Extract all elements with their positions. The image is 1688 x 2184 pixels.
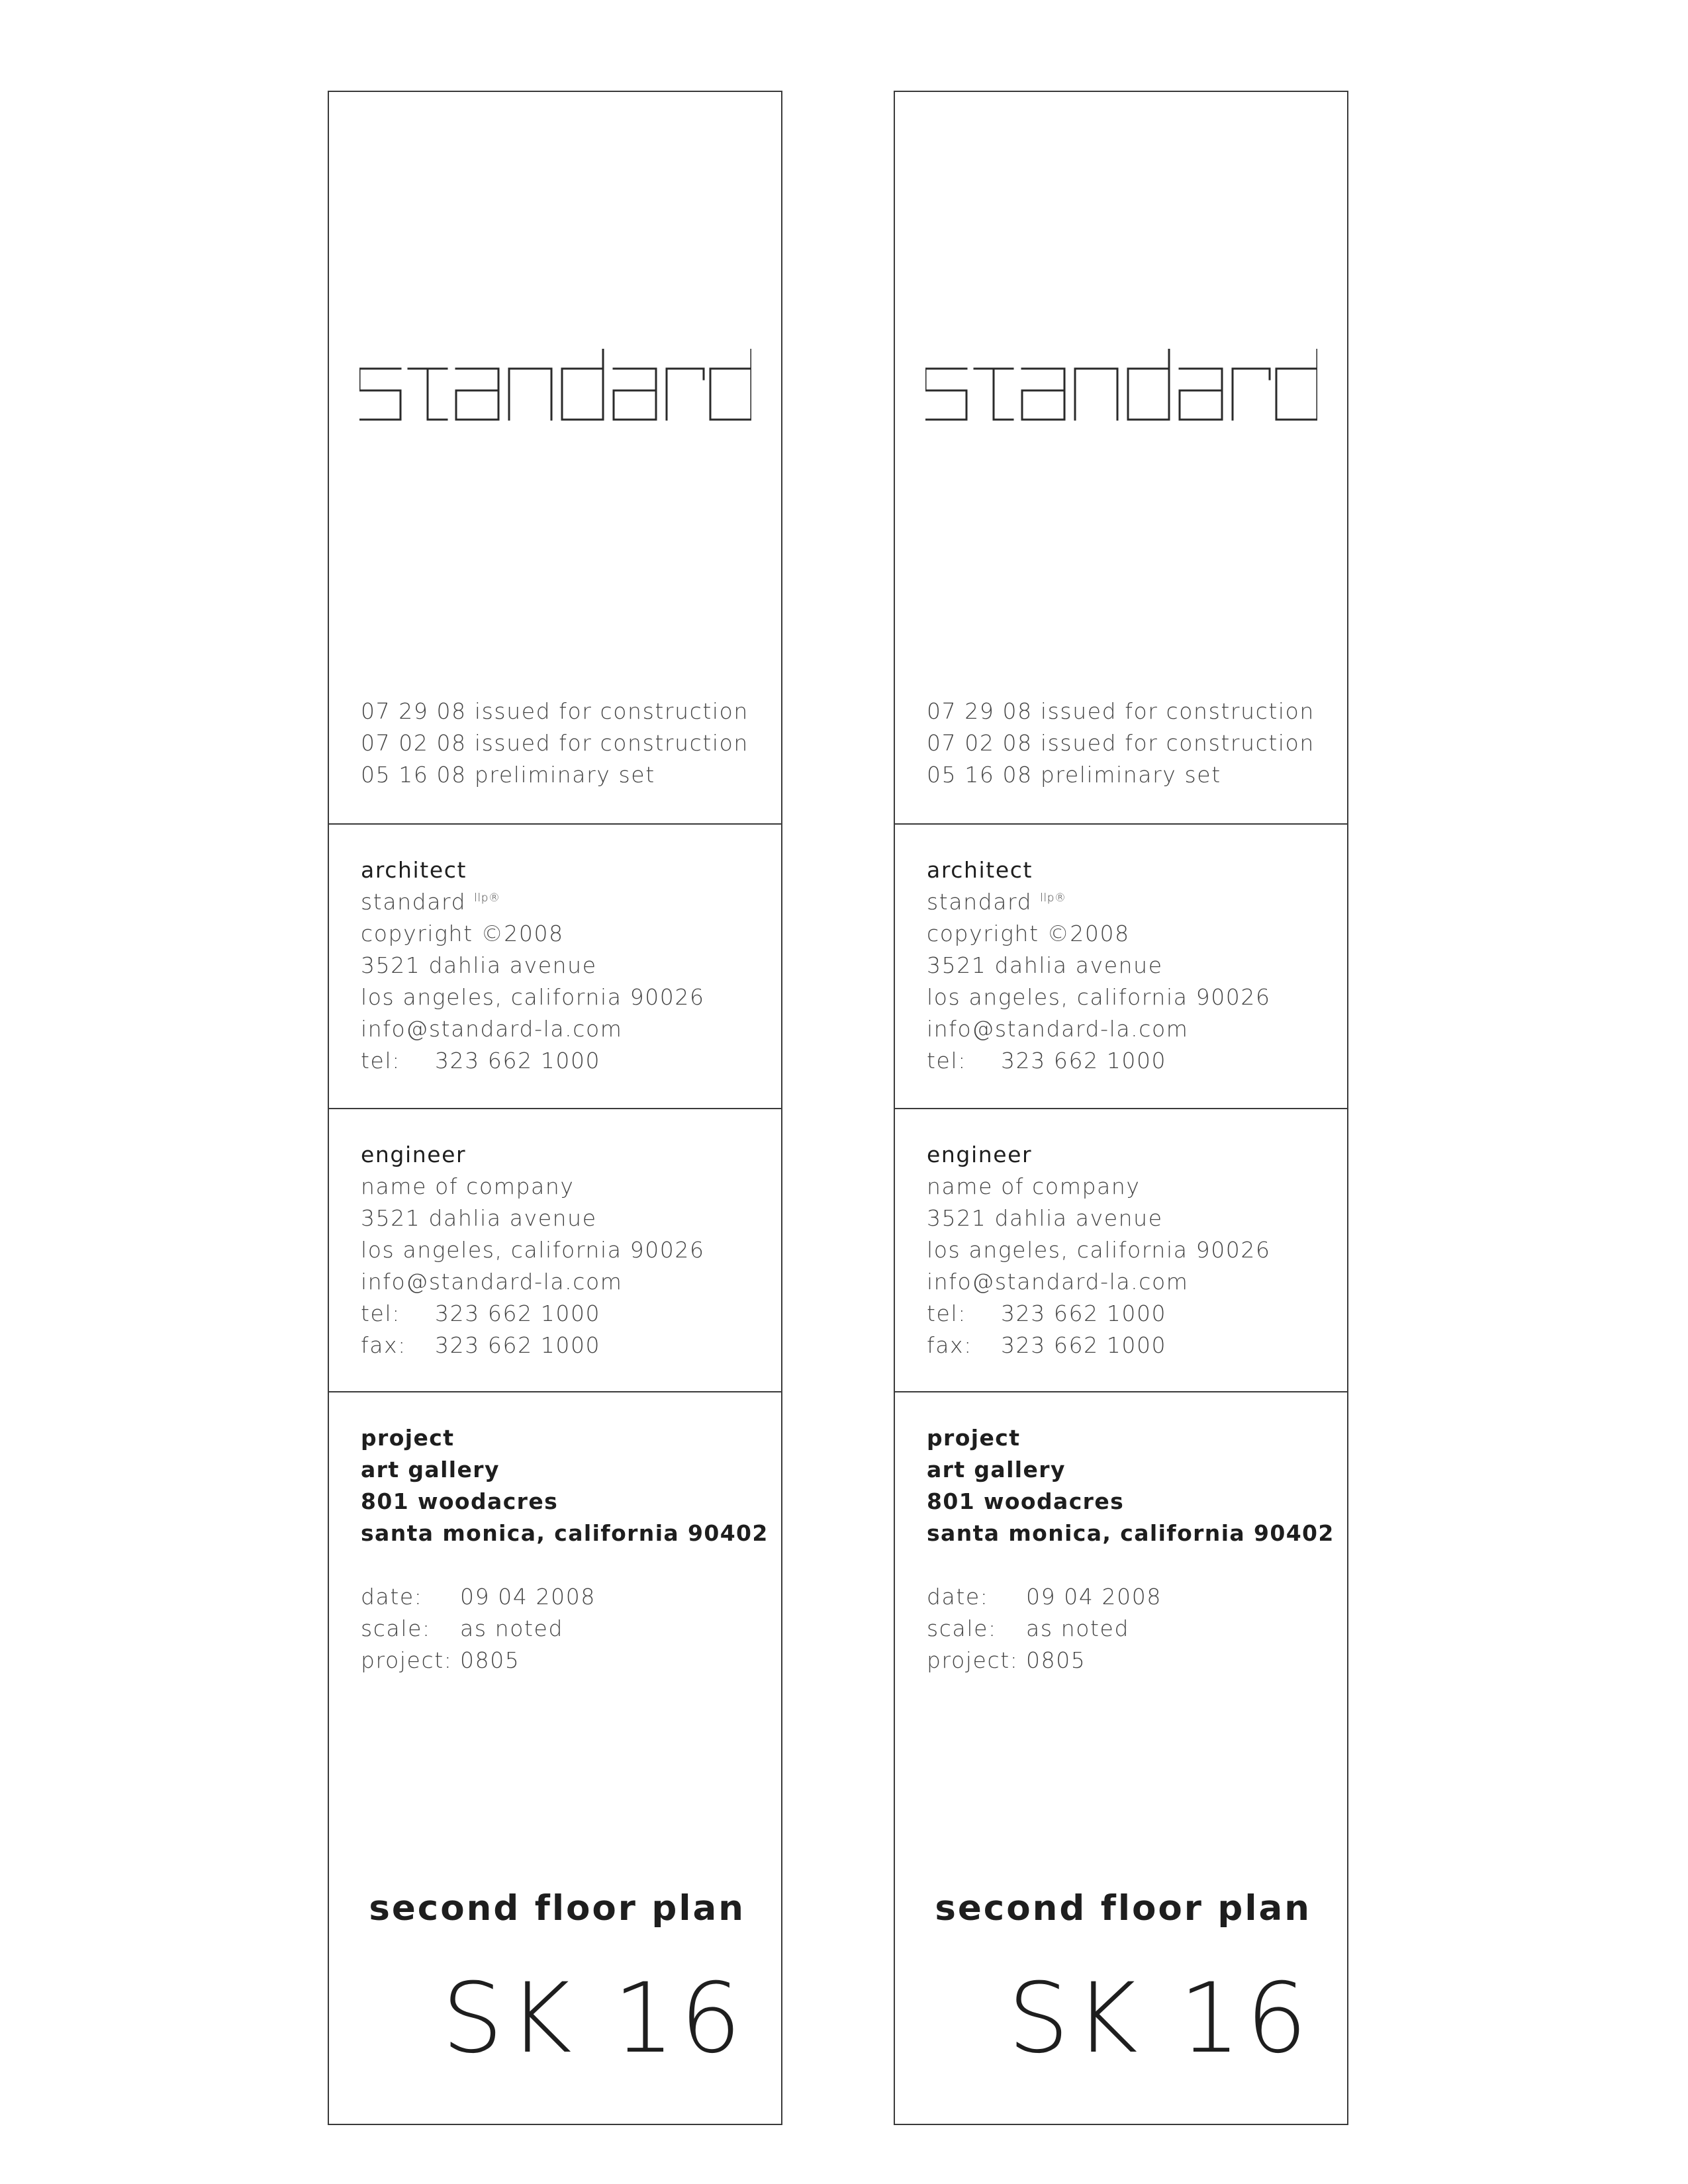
engineer-heading: engineer [927, 1142, 1033, 1167]
engineer-section [895, 1108, 1347, 1391]
architect-address-line2: los angeles, california 90026 [927, 984, 1271, 1010]
architect-section [329, 823, 781, 1108]
engineer-fax: fax: 323 662 1000 [361, 1332, 601, 1358]
architect-section [895, 823, 1347, 1108]
engineer-address-line2: los angeles, california 90026 [361, 1237, 705, 1263]
engineer-section [329, 1108, 781, 1391]
architect-copyright: copyright ©2008 [927, 921, 1130, 946]
sheet-title: second floor plan [369, 1888, 745, 1929]
sheet-number: SK 16 [442, 1962, 747, 2075]
revision-entry: 07 02 08 issued for construction [361, 730, 749, 756]
architect-address-line1: 3521 dahlia avenue [361, 952, 597, 978]
project-name: art gallery [361, 1457, 500, 1482]
architect-heading: architect [927, 857, 1033, 883]
project-section [895, 1391, 1347, 2124]
project-scale: scale: as noted [927, 1615, 1129, 1641]
engineer-tel: tel: 323 662 1000 [927, 1300, 1167, 1326]
project-date: date: 09 04 2008 [361, 1584, 596, 1610]
engineer-tel: tel: 323 662 1000 [361, 1300, 601, 1326]
revision-entry: 05 16 08 preliminary set [927, 762, 1221, 788]
revisions-section [329, 92, 781, 823]
revision-entry: 05 16 08 preliminary set [361, 762, 655, 788]
architect-email: info@standard-la.com [361, 1016, 623, 1042]
engineer-email: info@standard-la.com [927, 1269, 1189, 1295]
engineer-address-line1: 3521 dahlia avenue [361, 1205, 597, 1231]
project-address-line2: santa monica, california 90402 [927, 1520, 1335, 1546]
project-address-line1: 801 woodacres [927, 1488, 1125, 1514]
engineer-email: info@standard-la.com [361, 1269, 623, 1295]
architect-address-line2: los angeles, california 90026 [361, 984, 705, 1010]
project-date: date: 09 04 2008 [927, 1584, 1162, 1610]
project-number: project: 0805 [361, 1647, 520, 1673]
revision-entry: 07 02 08 issued for construction [927, 730, 1315, 756]
project-number: project: 0805 [927, 1647, 1086, 1673]
sheet-title: second floor plan [935, 1888, 1311, 1929]
revision-entry: 07 29 08 issued for construction [361, 698, 749, 724]
project-name: art gallery [927, 1457, 1066, 1482]
engineer-company: name of company [361, 1173, 575, 1199]
llp-mark: llp® [474, 891, 500, 905]
architect-tel: tel: 323 662 1000 [361, 1048, 601, 1073]
engineer-fax: fax: 323 662 1000 [927, 1332, 1167, 1358]
sheet-number: SK 16 [1008, 1962, 1313, 2075]
architect-tel: tel: 323 662 1000 [927, 1048, 1167, 1073]
engineer-company: name of company [927, 1173, 1141, 1199]
title-block-right [894, 91, 1348, 2125]
project-heading: project [927, 1425, 1021, 1451]
architect-copyright: copyright ©2008 [361, 921, 564, 946]
architect-address-line1: 3521 dahlia avenue [927, 952, 1163, 978]
engineer-address-line2: los angeles, california 90026 [927, 1237, 1271, 1263]
title-block-left [328, 91, 782, 2125]
architect-heading: architect [361, 857, 467, 883]
architect-name: standard $^{llp®}$ [927, 889, 1066, 915]
revisions-section [895, 92, 1347, 823]
llp-mark: llp® [1040, 891, 1066, 905]
architect-name: standard $^{llp®}$ [361, 889, 500, 915]
engineer-address-line1: 3521 dahlia avenue [927, 1205, 1163, 1231]
engineer-heading: engineer [361, 1142, 467, 1167]
revision-entry: 07 29 08 issued for construction [927, 698, 1315, 724]
project-heading: project [361, 1425, 455, 1451]
project-address-line2: santa monica, california 90402 [361, 1520, 769, 1546]
project-section [329, 1391, 781, 2124]
architect-email: info@standard-la.com [927, 1016, 1189, 1042]
project-address-line1: 801 woodacres [361, 1488, 559, 1514]
project-scale: scale: as noted [361, 1615, 563, 1641]
